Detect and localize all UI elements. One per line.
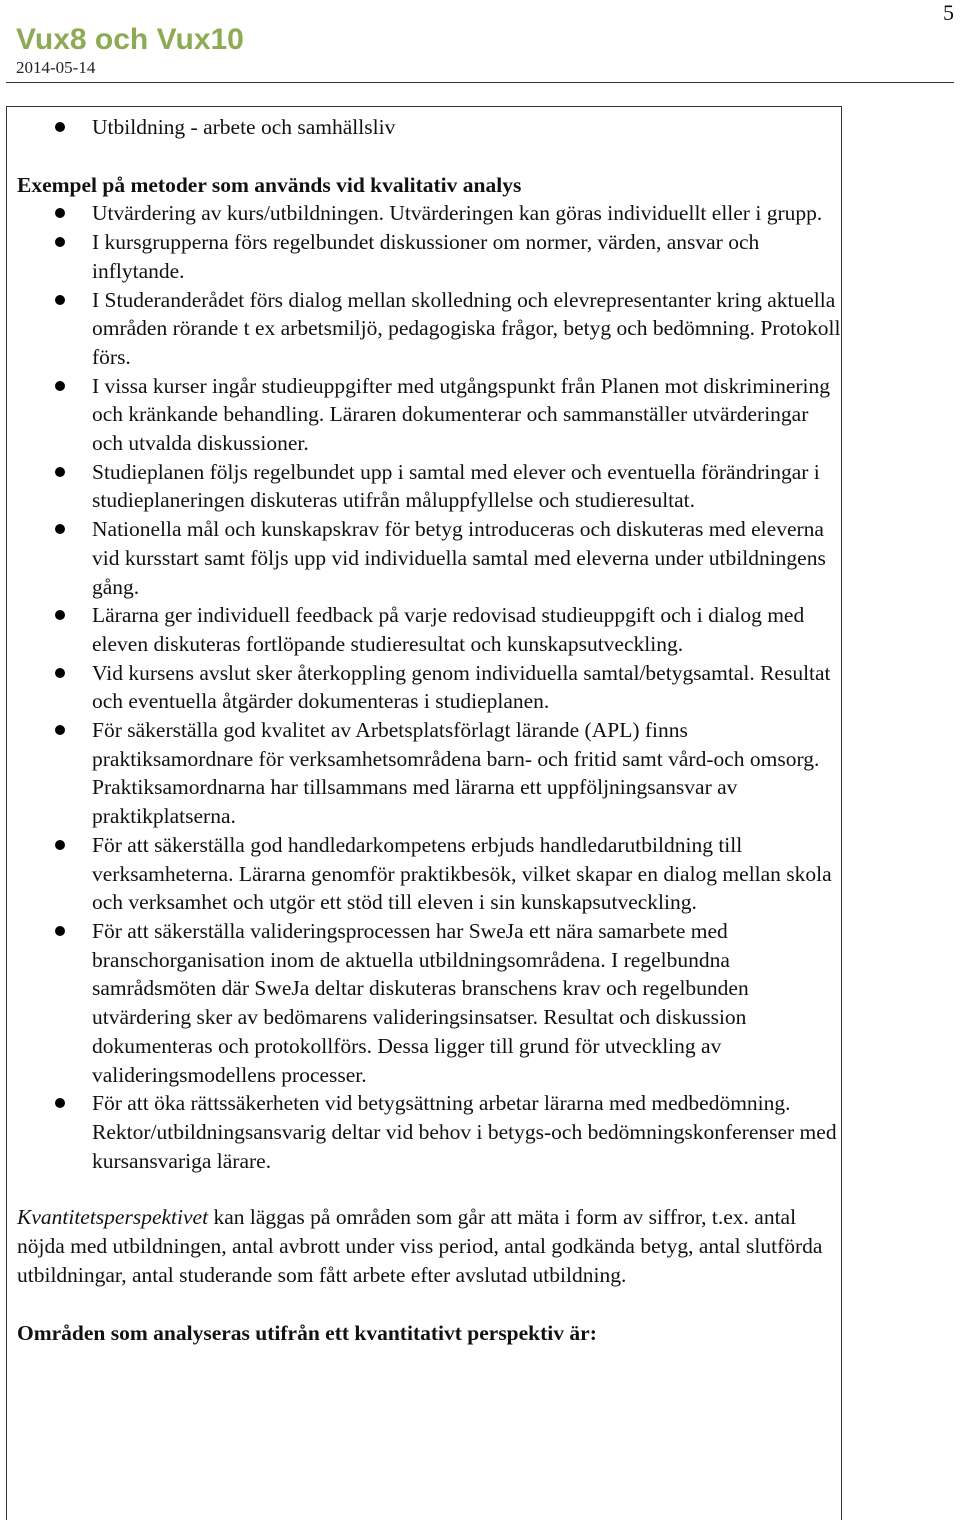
document-header-title: Vux8 och Vux10 xyxy=(16,23,244,56)
header-divider xyxy=(6,82,954,83)
bullet-icon xyxy=(55,295,65,305)
list-item-text: För att säkerställa god handledarkompetens erbjuds handledarutbildning till verksamheterna. Lärarna genomför praktikbesök, vilket skapar en dialog mellan skola och verksamhet och utgör ett stöd till eleven i sin kunskapsutveckling. xyxy=(92,832,832,915)
content-body xyxy=(17,113,841,1348)
bullet-icon xyxy=(55,610,65,620)
list-item-text: För att säkerställa valideringsprocessen har SweJa ett nära samarbete med branschorganisation inom de aktuella utbildningsområdena. I regelbundna samrådsmöten där SweJa deltar diskuteras branschens krav och regelbunden utvärdering sker av bedömarens valideringsinsatser. Resultat och diskussion dokumenteras och protokollförs. Dessa ligger till grund för utveckling av valideringsmodellens processer. xyxy=(92,918,749,1087)
list-item xyxy=(17,917,841,1089)
bullet-icon xyxy=(55,725,65,735)
list-item-text: Vid kursens avslut sker återkoppling genom individuella samtal/betygsamtal. Resultat och eventuella åtgärder dokumenteras i studieplanen. xyxy=(92,660,831,714)
list-item-text: För säkerställa god kvalitet av Arbetsplatsförlagt lärande (APL) finns praktiksamordnare för verksamhetsområdena barn- och fritid samt vård-och omsorg. Praktiksamordnarna har tillsammans med lärarna ett uppföljningsansvar av praktikplatserna. xyxy=(92,718,820,829)
list-item xyxy=(17,113,841,142)
bullet-icon xyxy=(55,668,65,678)
quantitative-heading: Områden som analyseras utifrån ett kvantitativt perspektiv är: xyxy=(17,1321,597,1346)
list-item xyxy=(17,601,841,658)
list-item xyxy=(17,286,841,372)
quantitative-term: Kvantitetsperspektivet xyxy=(17,1205,209,1230)
list-item-text: I Studeranderådet förs dialog mellan skolledning och elevrepresentanter kring aktuella områden rörande t ex arbetsmiljö, pedagogiska frågor, betyg och bedömning. Protokoll förs. xyxy=(92,287,841,369)
bullet-icon xyxy=(55,381,65,391)
page-number: 5 xyxy=(943,0,954,25)
bullet-icon xyxy=(55,840,65,850)
list-item-text: Utbildning - arbete och samhällsliv xyxy=(92,115,396,139)
list-item xyxy=(17,716,841,831)
list-item xyxy=(17,515,841,601)
list-item xyxy=(17,228,841,285)
list-item xyxy=(17,199,841,228)
list-item xyxy=(17,458,841,515)
intro-list xyxy=(17,113,841,142)
list-item-text: Utvärdering av kurs/utbildningen. Utvärderingen kan göras individuellt eller i grupp. xyxy=(92,201,823,226)
list-item xyxy=(17,372,841,458)
list-item-text: I kursgrupperna förs regelbundet diskussioner om normer, värden, ansvar och inflytande. xyxy=(92,230,760,283)
content-frame xyxy=(6,106,842,1520)
list-item xyxy=(17,831,841,917)
document-date: 2014-05-14 xyxy=(16,58,96,77)
list-item xyxy=(17,1089,841,1175)
bullet-icon xyxy=(55,122,65,132)
bullet-icon xyxy=(55,237,65,247)
bullet-icon xyxy=(55,926,65,936)
bullet-icon xyxy=(55,208,65,218)
list-item-text: För att öka rättssäkerheten vid betygsättning arbetar lärarna med medbedömning. Rektor/utbildningsansvarig deltar vid behov i betygs-och bedömningskonferenser med kursansvariga lärare. xyxy=(92,1091,837,1173)
list-item xyxy=(17,659,841,716)
list-item-text: I vissa kurser ingår studieuppgifter med utgångspunkt från Planen mot diskriminering och kränkande behandling. Läraren dokumenterar och sammanställer utvärderingar och utvalda diskussioner. xyxy=(92,373,831,456)
bullet-icon xyxy=(55,1098,65,1108)
list-item-text: Nationella mål och kunskapskrav för betyg introduceras och diskuteras med eleverna vid kursstart samt följs upp vid individuella samtal med eleverna under utbildningens gång. xyxy=(92,517,826,599)
bullet-icon xyxy=(55,467,65,477)
list-item-text: Studieplanen följs regelbundet upp i samtal med elever och eventuella förändringar i studieplaneringen diskuteras utifrån måluppfyllelse och studieresultat. xyxy=(92,459,820,513)
quantitative-paragraph xyxy=(17,1203,841,1289)
list-item-text: Lärarna ger individuell feedback på varje redovisad studieuppgift och i dialog med eleven diskuteras fortlöpande studieresultat och kunskapsutveckling. xyxy=(92,603,805,656)
qualitative-methods-list xyxy=(17,199,841,1175)
qualitative-heading: Exempel på metoder som används vid kvalitativ analys xyxy=(17,172,522,197)
bullet-icon xyxy=(55,524,65,534)
quantitative-text: kan läggas på områden som går att mäta i form av siffror, t.ex. antal nöjda med utbildningen, antal avbrott under viss period, antal godkända betyg, antal slutförda utbildningar, antal studerande som fått arbete efter avslutad utbildning. xyxy=(17,1205,823,1287)
